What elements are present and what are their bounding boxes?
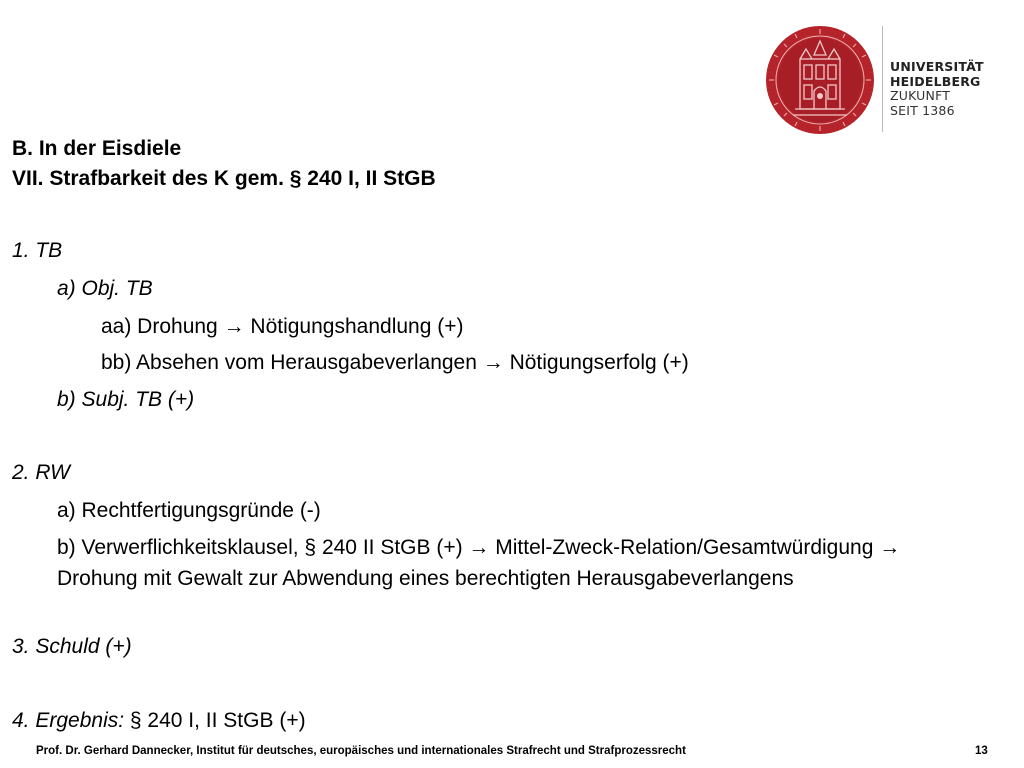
page-number: 13 [975, 745, 988, 757]
outline-obj-tb: a) Obj. TB [57, 277, 153, 300]
wordmark-line-zukunft: ZUKUNFT [890, 88, 951, 103]
section-title: B. In der Eisdiele [12, 137, 182, 160]
ergebnis-value: § 240 I, II StGB (+) [124, 709, 306, 732]
outline-aa: aa) Drohung → Nötigungshandlung (+) [101, 315, 464, 338]
wordmark-line-seit: SEIT 1386 [890, 102, 955, 118]
outline-schuld: 3. Schuld (+) [12, 635, 132, 658]
outline-rw-a: a) Rechtfertigungsgründe (-) [57, 499, 321, 522]
university-seal-logo [765, 25, 875, 135]
logo-divider [882, 26, 883, 132]
subsection-title: VII. Strafbarkeit des K gem. § 240 I, II StGB [12, 167, 436, 190]
slide-heading [12, 134, 436, 194]
outline-subj-tb: b) Subj. TB (+) [57, 388, 195, 411]
wordmark-line-heidelberg: HEIDELBERG [890, 73, 981, 89]
outline-ergebnis [12, 706, 306, 735]
outline-bb: bb) Absehen vom Herausgabeverlangen → Nötigungserfolg (+) [101, 351, 689, 374]
footer-author: Prof. Dr. Gerhard Dannecker, Institut für deutsches, europäisches und internationales Strafrecht und Strafprozessrecht [36, 745, 686, 757]
outline-tb: 1. TB [12, 239, 63, 262]
university-wordmark [890, 60, 984, 118]
outline-rw: 2. RW [12, 461, 70, 484]
outline-rw-b: b) Verwerflichkeitsklausel, § 240 II StGB (+) → Mittel-Zweck-Relation/Gesamtwürdigung → Drohung mit Gewalt zur Abwendung eines berechtigten Herausgabeverlangens [57, 536, 901, 590]
wordmark-line-universitaet: UNIVERSITÄT [890, 59, 984, 74]
ergebnis-label: 4. Ergebnis: [12, 709, 125, 732]
